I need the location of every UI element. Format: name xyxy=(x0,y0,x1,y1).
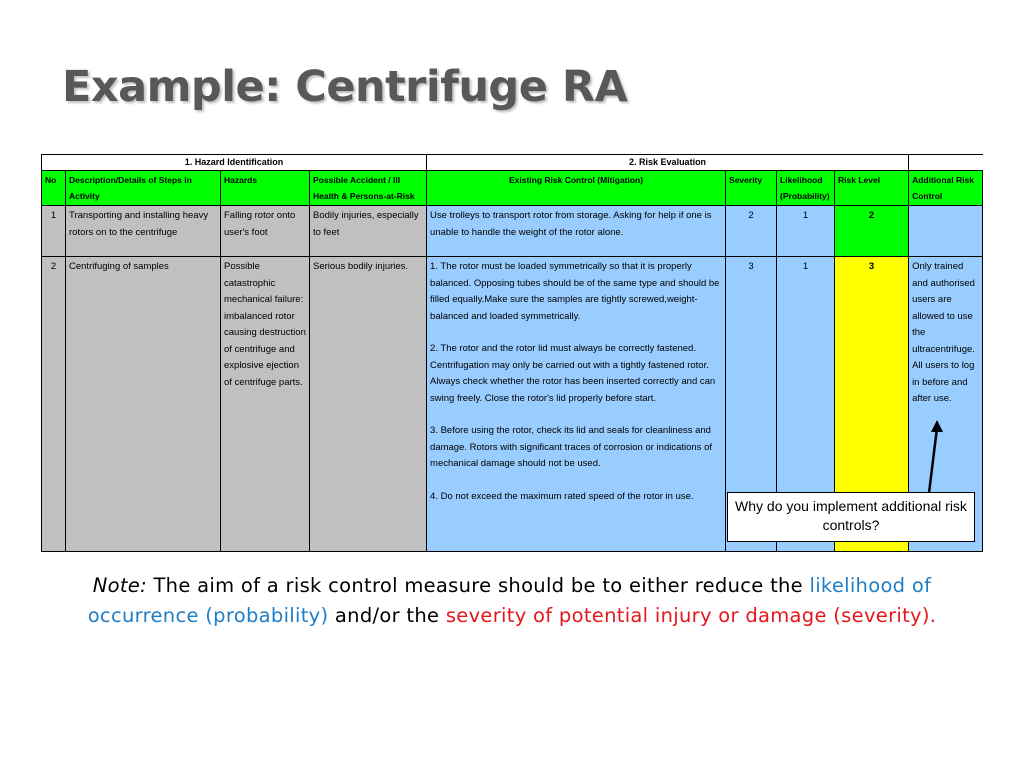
callout-text: Why do you implement additional risk controls? xyxy=(735,498,967,533)
note-label: Note: xyxy=(92,574,147,597)
arrow-icon xyxy=(920,420,950,495)
table-row xyxy=(42,206,984,257)
header-severity: Severity xyxy=(726,171,777,206)
header-additional-control: Additional Risk Control xyxy=(909,171,983,206)
header-possible-accident: Possible Accident / Ill Health & Persons-at-Risk xyxy=(310,171,427,206)
column-header-row xyxy=(42,171,984,206)
row-description: Transporting and installing heavy rotors on to the centrifuge xyxy=(66,206,221,257)
section-risk-evaluation: 2. Risk Evaluation xyxy=(427,155,909,171)
row-likelihood: 1 xyxy=(777,257,835,552)
header-hazards: Hazards xyxy=(221,171,310,206)
partial-cell xyxy=(66,552,221,553)
callout-box xyxy=(727,492,975,542)
row-risk-level: 3 xyxy=(835,257,909,552)
partial-cell xyxy=(310,552,427,553)
row-description: Centrifuging of samples xyxy=(66,257,221,552)
partial-cell xyxy=(835,552,909,553)
control-item: 3. Before using the rotor, check its lid and seals for cleanliness and damage. Rotors with significant traces of corrosion or indications of mechanical damage should not be used. xyxy=(430,425,712,469)
note-likelihood: likelihood of occurrence (probability) xyxy=(87,574,932,627)
control-item: 2. The rotor and the rotor lid must always be correctly fastened. Centrifugation may only be carried out with a tightly fastened rotor. Always check whether the rotor has been inserted correctly and can swing freely. Close the rotor's lid properly before start. xyxy=(430,343,716,404)
row-existing-control xyxy=(427,257,726,552)
row-hazards: Possible catastrophic mechanical failure: imbalanced rotor causing destruction of centrifuge and explosive ejection of centrifuge parts. xyxy=(221,257,310,552)
header-description: Description/Details of Steps in Activity xyxy=(66,171,221,206)
partial-cell xyxy=(726,552,777,553)
partial-cell xyxy=(221,552,310,553)
note-severity: severity of potential injury or damage (severity). xyxy=(445,604,937,627)
slide-title: Example: Centrifuge RA xyxy=(62,62,628,112)
note-text-1: The aim of a risk control measure should be to either reduce the xyxy=(153,574,803,597)
control-item: 4. Do not exceed the maximum rated speed of the rotor in use. xyxy=(430,490,694,502)
control-item: 1. The rotor must be loaded symmetrically so that it is properly balanced. Opposing tubes should be of the same type and should be filled equally.Make sure the samples are tightly screwed,weight-balanced and loaded symmetrically. xyxy=(430,261,720,322)
section-empty xyxy=(909,155,983,171)
row-likelihood: 1 xyxy=(777,206,835,257)
row-risk-level: 2 xyxy=(835,206,909,257)
partial-cell xyxy=(427,552,726,553)
header-risk-level: Risk Level xyxy=(835,171,909,206)
row-severity: 2 xyxy=(726,206,777,257)
section-hazard-identification: 1. Hazard Identification xyxy=(42,155,427,171)
row-additional-control xyxy=(909,206,983,257)
row-existing-control: Use trolleys to transport rotor from storage. Asking for help if one is unable to handle the weight of the rotor alone. xyxy=(427,206,726,257)
partial-cell xyxy=(909,552,983,553)
row-no: 2 xyxy=(42,257,66,552)
row-severity: 3 xyxy=(726,257,777,552)
header-existing-control: Existing Risk Control (Mitigation) xyxy=(427,171,726,206)
row-accident: Serious bodily injuries. xyxy=(310,257,427,552)
table-row-partial xyxy=(42,552,984,553)
note-paragraph xyxy=(40,571,984,631)
header-likelihood: Likelihood (Probability) xyxy=(777,171,835,206)
row-hazards: Falling rotor onto user's foot xyxy=(221,206,310,257)
row-accident: Bodily injuries, especially to feet xyxy=(310,206,427,257)
section-header-row xyxy=(42,155,984,171)
row-additional-control: Only trained and authorised users are allowed to use the ultracentrifuge. All users to log in before and after use. xyxy=(909,257,983,552)
header-no: No xyxy=(42,171,66,206)
note-text-2: and/or the xyxy=(334,604,440,627)
partial-cell xyxy=(42,552,66,553)
partial-cell xyxy=(777,552,835,553)
row-no: 1 xyxy=(42,206,66,257)
